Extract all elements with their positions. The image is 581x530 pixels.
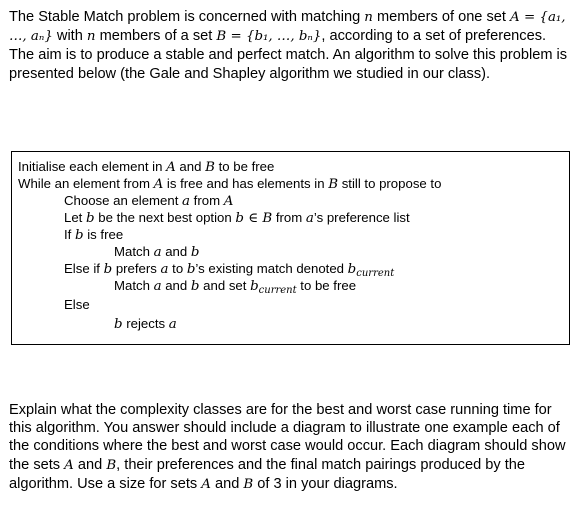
intro-text: with xyxy=(52,28,87,45)
math-n: n xyxy=(86,29,96,45)
math-a: A xyxy=(201,476,211,492)
question-text: and xyxy=(210,475,244,492)
algorithm-line-3: Choose an element a from A xyxy=(64,193,234,209)
intro-text: , according to a set of preferences. The aim is to produce a stable and perfect match. An algorithm to solve this problem is presented below (the Gale and Shapley algorithm we studied in our class). xyxy=(9,28,568,82)
algorithm-line-8: Match a and b and set $b_{current}$ to be free xyxy=(114,278,357,296)
question-text: and xyxy=(73,456,107,473)
math-n: n xyxy=(364,10,373,25)
algorithm-line-2: While an element from A is free and has elements in B still to propose to xyxy=(18,176,442,192)
question-paragraph xyxy=(9,401,571,494)
math-b: B xyxy=(243,476,254,492)
intro-text: The Stable Match problem is concerned with matching xyxy=(9,9,365,25)
question-text: , their preferences and the final match pairings produced by the algorithm. Use a size for sets xyxy=(9,456,526,492)
algorithm-line-5: If b is free xyxy=(64,227,124,243)
math-a: A xyxy=(64,457,74,473)
algorithm-line-1: Initialise each element in A and B to be free xyxy=(18,159,275,175)
algorithm-line-4: Let b be the next best option b ∈ B from a’s preference list xyxy=(64,210,410,226)
intro-text: members of one set xyxy=(372,9,511,25)
algorithm-line-7: Else if b prefers a to b’s existing match denoted $b_{current}$ xyxy=(64,261,395,279)
question-text: Explain what the complexity classes are for the best and worst case running time for this algorithm. You answer should include a diagram to illustrate one example each of the conditions where the best and worst case would occur. Each diagram should show the sets xyxy=(9,402,566,473)
question-text: of 3 in your diagrams. xyxy=(253,475,398,492)
set-a-definition: A = {a₁, …, aₙ} xyxy=(9,10,566,45)
algorithm-line-6: Match a and b xyxy=(114,244,200,260)
algorithm-box xyxy=(11,151,570,345)
algorithm-line-10: b rejects a xyxy=(114,316,177,332)
algorithm-line-9: Else xyxy=(64,297,90,312)
intro-text: members of a set xyxy=(95,28,217,45)
set-b-definition: B = {b₁, …, bₙ} xyxy=(216,29,322,45)
math-b: B xyxy=(106,457,117,473)
intro-paragraph xyxy=(9,8,571,83)
